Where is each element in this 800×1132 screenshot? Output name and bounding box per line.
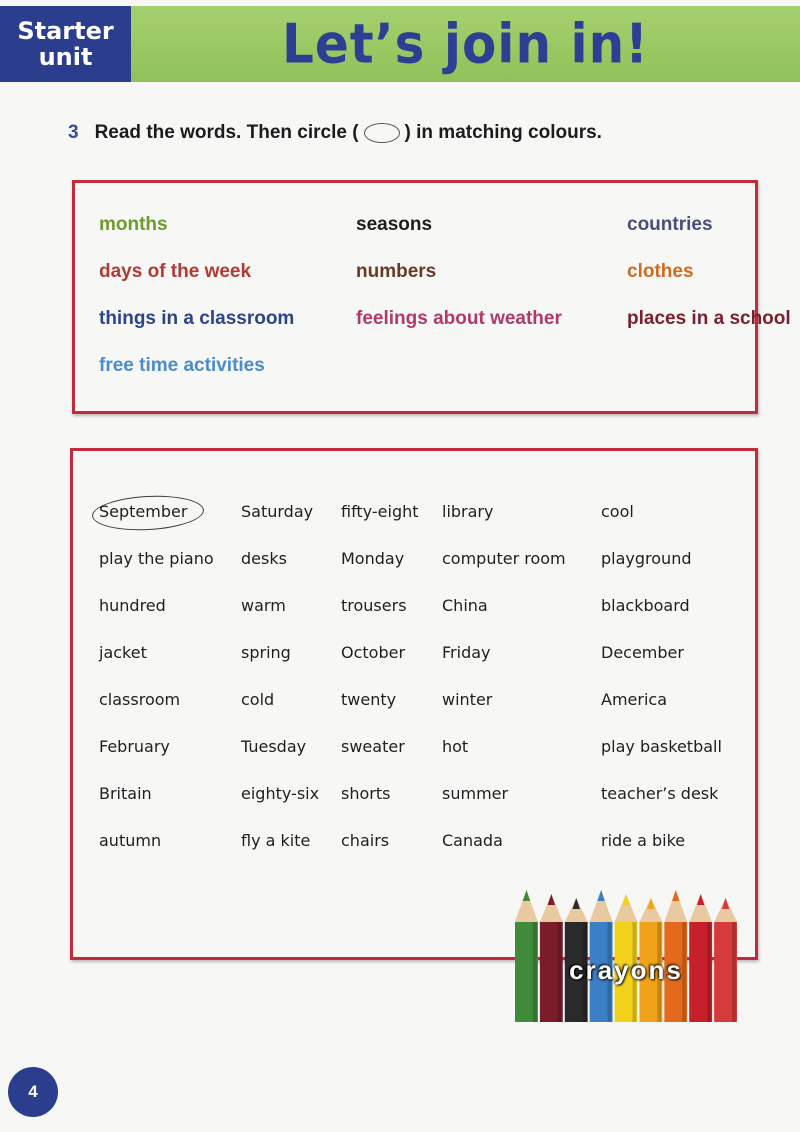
word-item[interactable]: classroom (99, 690, 181, 709)
word-item[interactable]: playground (601, 549, 692, 568)
word-item[interactable]: ride a bike (601, 831, 686, 850)
word-item[interactable]: China (442, 596, 488, 615)
unit-label-line2: unit (38, 43, 93, 71)
category-label: numbers (356, 261, 437, 282)
category-label: free time activities (99, 355, 265, 376)
crayons-label: crayons (569, 955, 683, 985)
word-item[interactable]: eighty-six (241, 784, 320, 803)
word-item[interactable]: February (99, 737, 170, 756)
word-item[interactable]: hot (442, 737, 469, 756)
circle-oval-icon (364, 123, 400, 143)
word-item[interactable]: computer room (442, 549, 566, 568)
word-item[interactable]: Tuesday (241, 737, 307, 756)
word-item[interactable]: fly a kite (241, 831, 311, 850)
word-item[interactable]: sweater (341, 737, 405, 756)
instruction-text-start: Read the words. Then circle ( (94, 122, 359, 143)
unit-label-line1: Starter (17, 17, 114, 45)
crayons-picture (514, 884, 738, 1022)
word-item[interactable]: library (442, 502, 494, 521)
category-label: places in a school (627, 308, 791, 329)
word-item[interactable]: shorts (341, 784, 391, 803)
category-label: seasons (356, 214, 433, 235)
category-label: days of the week (99, 261, 252, 282)
word-item[interactable]: warm (241, 596, 286, 615)
word-item[interactable]: spring (241, 643, 291, 662)
word-item[interactable]: desks (241, 549, 287, 568)
category-label: feelings about weather (356, 308, 562, 329)
word-item[interactable]: blackboard (601, 596, 690, 615)
word-item[interactable]: cool (601, 502, 634, 521)
word-item[interactable]: fifty-eight (341, 502, 419, 521)
word-item[interactable]: October (341, 643, 406, 662)
category-label: months (99, 214, 168, 235)
word-item[interactable]: twenty (341, 690, 397, 709)
word-item[interactable]: Monday (341, 549, 405, 568)
word-item[interactable]: trousers (341, 596, 407, 615)
word-item[interactable]: cold (241, 690, 275, 709)
word-item[interactable]: hundred (99, 596, 166, 615)
word-item[interactable]: chairs (341, 831, 390, 850)
word-item[interactable]: jacket (99, 643, 147, 662)
exercise-number: 3 (68, 122, 79, 143)
word-item[interactable]: December (601, 643, 684, 662)
word-item[interactable]: Friday (442, 643, 491, 662)
page-number: 4 (8, 1067, 58, 1117)
category-label: things in a classroom (99, 308, 295, 329)
word-item[interactable]: winter (442, 690, 493, 709)
instruction (68, 122, 768, 144)
word-item[interactable]: Britain (99, 784, 152, 803)
category-label: clothes (627, 261, 694, 282)
word-item[interactable]: Canada (442, 831, 503, 850)
word-item[interactable]: autumn (99, 831, 162, 850)
word-item[interactable]: September (99, 502, 188, 521)
word-item[interactable]: play the piano (99, 549, 214, 568)
word-item[interactable]: teacher’s desk (601, 784, 719, 803)
instruction-text-end: ) in matching colours. (404, 122, 602, 143)
word-item[interactable]: America (601, 690, 667, 709)
unit-tab (0, 6, 131, 82)
category-label: countries (627, 214, 713, 235)
word-item[interactable]: Saturday (241, 502, 314, 521)
word-item[interactable]: play basketball (601, 737, 722, 756)
page-title: Let’s join in! (281, 12, 649, 76)
word-item[interactable]: summer (442, 784, 509, 803)
title-band (131, 6, 800, 82)
